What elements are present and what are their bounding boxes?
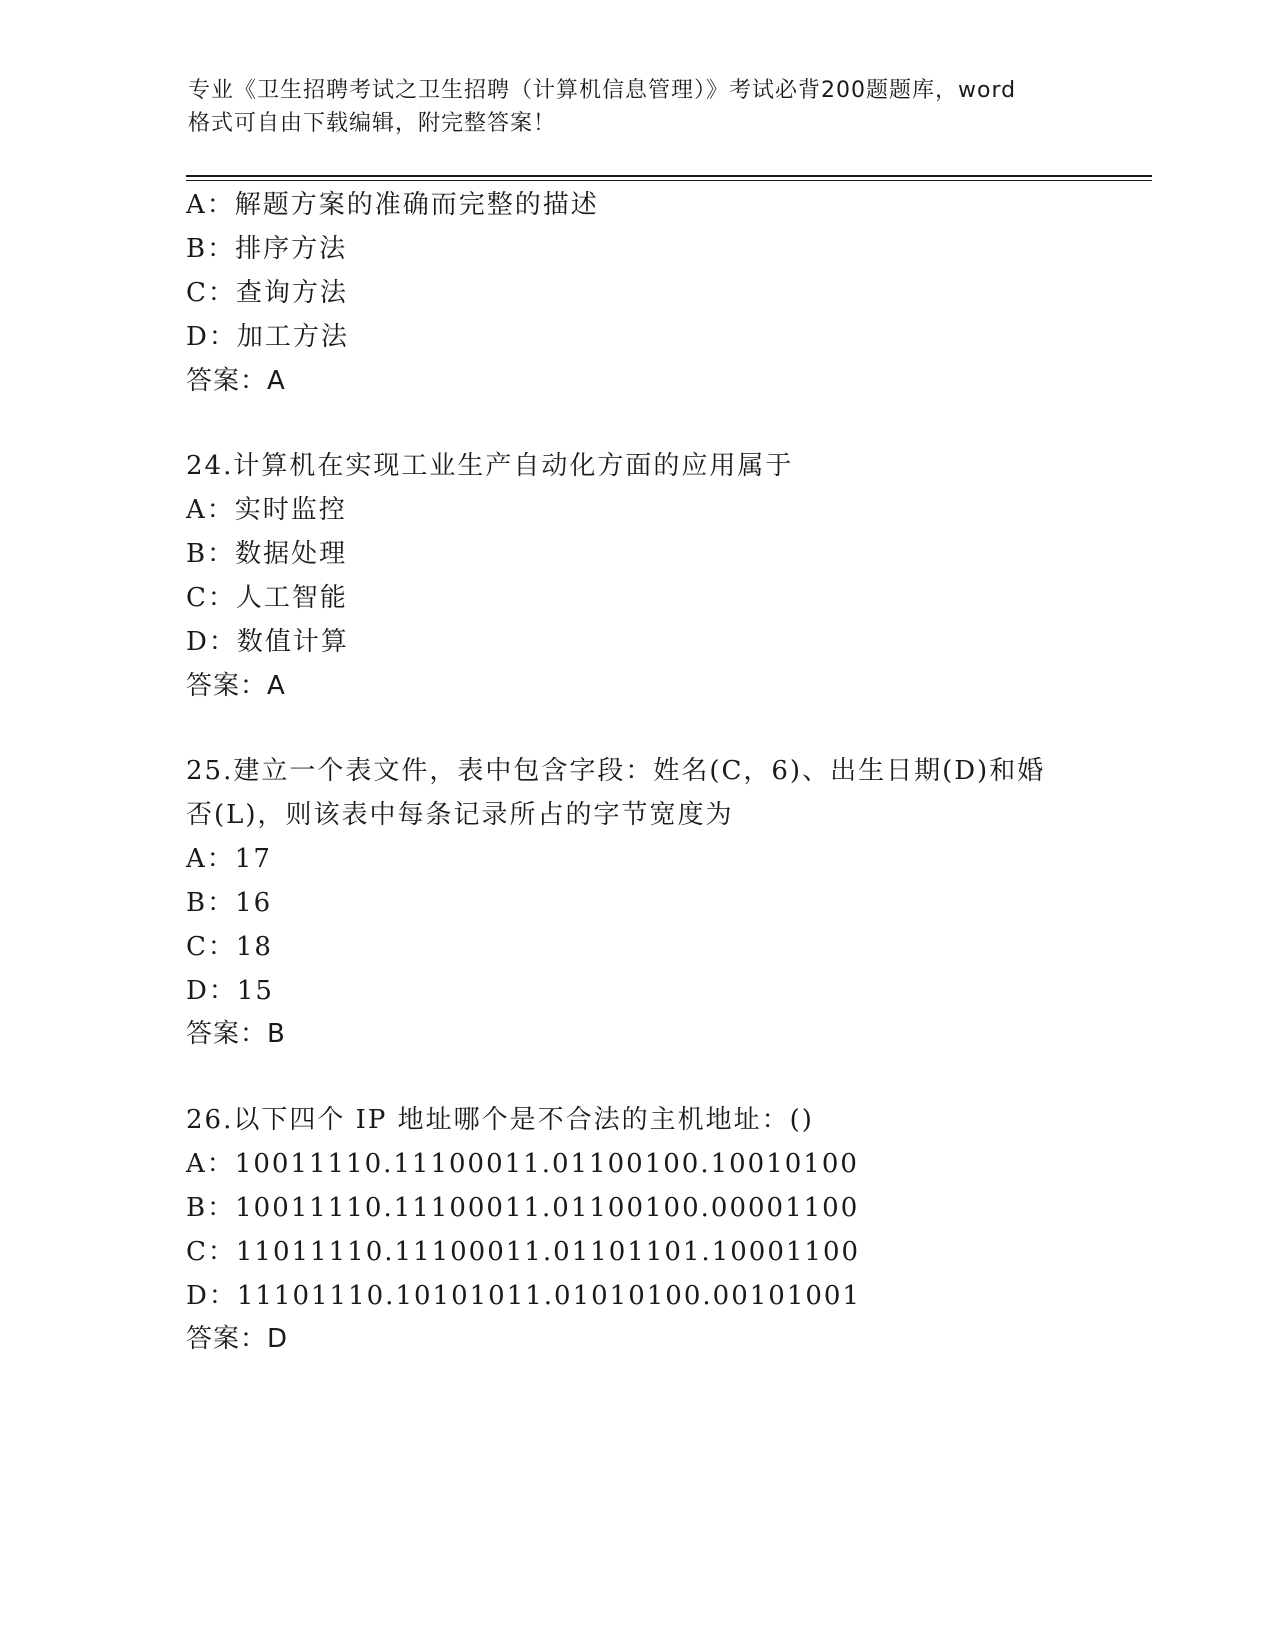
q26-option-b: B：10011110.11100011.01100100.00001100 — [186, 1193, 860, 1223]
q23-option-c: C：查询方法 — [186, 278, 348, 308]
q24-answer: 答案：A — [186, 671, 286, 701]
q25-answer: 答案：B — [186, 1019, 286, 1049]
q24-question: 24.计算机在实现工业生产自动化方面的应用属于 — [186, 451, 794, 481]
q24-option-d: D：数值计算 — [186, 627, 349, 657]
q26-option-a: A：10011110.11100011.01100100.10010100 — [186, 1149, 859, 1179]
q23-option-a: A：解题方案的准确而完整的描述 — [186, 190, 599, 220]
q24-option-b: B：数据处理 — [186, 539, 348, 569]
q25-option-b: B：16 — [186, 888, 273, 918]
header-title-line-2: 格式可自由下载编辑，附完整答案！ — [188, 111, 557, 136]
header-title-line-1: 专业《卫生招聘考试之卫生招聘（计算机信息管理）》考试必背200题题库，word — [188, 78, 1017, 103]
header-divider-thick — [186, 175, 1152, 177]
q23-option-b: B：排序方法 — [186, 234, 348, 264]
q26-option-c: C：11011110.11100011.01101101.10001100 — [186, 1237, 861, 1267]
q26-option-d: D：11101110.10101011.01010100.00101001 — [186, 1281, 861, 1311]
document-header — [188, 74, 1088, 140]
q26-answer: 答案：D — [186, 1324, 289, 1354]
q25-question-line-1: 25.建立一个表文件，表中包含字段：姓名(C，6)、出生日期(D)和婚 — [186, 756, 1046, 786]
q23-option-d: D：加工方法 — [186, 322, 349, 352]
q23-answer: 答案：A — [186, 366, 286, 396]
q25-option-d: D：15 — [186, 976, 274, 1006]
q24-option-c: C：人工智能 — [186, 583, 348, 613]
q25-option-a: A：17 — [186, 844, 272, 874]
q25-question-line-2: 否(L)，则该表中每条记录所占的字节宽度为 — [186, 800, 734, 830]
q26-question: 26.以下四个 IP 地址哪个是不合法的主机地址：() — [186, 1105, 814, 1135]
header-divider-thin — [186, 180, 1152, 181]
q25-option-c: C：18 — [186, 932, 273, 962]
q24-option-a: A：实时监控 — [186, 495, 347, 525]
